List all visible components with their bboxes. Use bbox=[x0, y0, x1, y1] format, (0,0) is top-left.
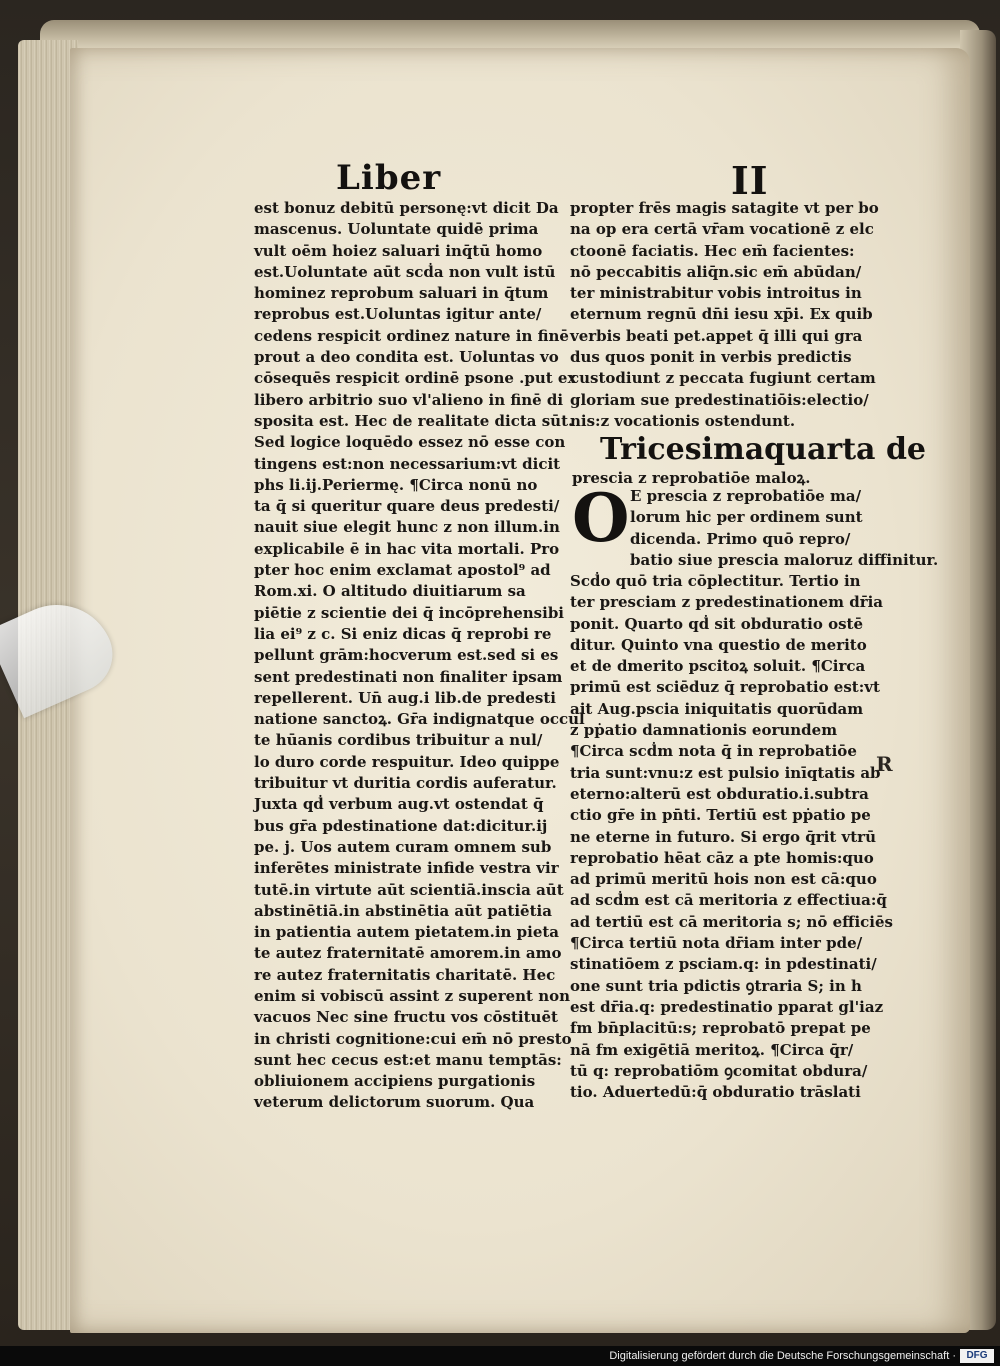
text-line: ad tertiū est cā meritoria s; nō efficiēs bbox=[570, 912, 893, 931]
text-line: lia ei⁹ z c. Si eniz dicas q̄ reprobi re bbox=[254, 624, 552, 643]
text-line: natione sanctoꝝ. Gr̄a indignatque occul bbox=[254, 710, 585, 729]
text-line: custodiunt z peccata fugiunt certam bbox=[570, 369, 876, 388]
text-line: dicenda. Primo quō repro/ bbox=[630, 529, 851, 548]
text-line: pellunt grām:hocverum est.sed si es bbox=[254, 646, 559, 665]
text-line: mascenus. Uoluntate quidē prima bbox=[254, 220, 539, 239]
text-line: ter ministrabitur vobis introitus in bbox=[570, 284, 862, 303]
dfg-logo: DFG bbox=[960, 1349, 994, 1363]
text-line: sunt hec cecus est:et manu temptās: bbox=[254, 1050, 562, 1069]
text-line: E prescia z reprobatiōe ma/ bbox=[630, 487, 862, 505]
text-line: lorum hic per ordinem sunt bbox=[630, 508, 863, 527]
text-line: z pṗatio damnationis eorundem bbox=[570, 721, 838, 740]
text-line: phs li.ij.Periermę. ¶Circa nonū no bbox=[254, 475, 538, 494]
text-line: ad scḋm est cā meritoria z effectiua:q̄ bbox=[570, 891, 887, 910]
text-line: verbis beati pet.appet q̄ illi qui gra bbox=[570, 326, 863, 345]
text-line: obliuionem accipiens purgationis bbox=[254, 1072, 536, 1091]
margin-note: R bbox=[876, 752, 893, 776]
text-line: in patientia autem pietatem.in pieta bbox=[254, 923, 560, 942]
text-line: na op era certā vr̄am vocationē z elc bbox=[570, 220, 874, 239]
text-line: ta q̄ si queritur quare deus predesti/ bbox=[254, 497, 560, 516]
text-line: ¶Circa scḋm nota q̄ in reprobatiōe bbox=[570, 742, 857, 761]
text-line: vult oēm hoiez saluari inq̄tū homo bbox=[254, 241, 543, 260]
text-line: ne eterne in futuro. Si ergo q̄rit vtrū bbox=[570, 827, 876, 846]
text-line: inferētes ministrate infide vestra vir bbox=[254, 859, 559, 878]
text-line: batio siue prescia maloruz diffinitur. bbox=[630, 550, 939, 569]
text-line: tria sunt:vnu:z est pulsio inīqtatis ab bbox=[570, 763, 881, 782]
text-line: fm bn̄placitū:s; reprobatō prepat pe bbox=[570, 1019, 871, 1038]
text-line: lo duro corde respuitur. Ideo quippe bbox=[254, 752, 560, 771]
text-line: tingens est:non necessarium:vt dicit bbox=[254, 454, 561, 473]
text-line: pter hoc enim exclamat apostol⁹ ad bbox=[254, 561, 551, 580]
text-line: abstinētiā.in abstinētia aūt patiētia bbox=[254, 901, 552, 920]
text-line: ad primū meritū hois non est cā:quo bbox=[570, 870, 877, 889]
text-line: Scḋo quō tria cōplectitur. Tertio in bbox=[570, 572, 861, 590]
text-line: re autez fraternitatis charitatē. Hec bbox=[254, 965, 556, 984]
text-line: Juxta qḋ verbum aug.vt ostendat q̄ bbox=[254, 795, 544, 814]
text-line: ponit. Quarto qḋ sit obduratio ostē bbox=[570, 614, 863, 633]
text-line: dus quos ponit in verbis predictis bbox=[570, 348, 852, 367]
text-line: libero arbitrio suo vl'alieno in finē di bbox=[254, 390, 564, 409]
text-line: gloriam sue predestinatiōis:electio/ bbox=[570, 390, 869, 409]
text-line: te autez fraternitatē amorem.in amo bbox=[254, 944, 562, 963]
text-line: repellerent. Un̄ aug.i lib.de predesti bbox=[254, 688, 557, 707]
text-line: bus gr̄a pdestinatione dat:dicitur.ij bbox=[254, 816, 548, 835]
text-line: ctoonē faciatis. Hec em̄ facientes: bbox=[570, 241, 855, 260]
text-line: propter frēs magis satagite vt per bo bbox=[570, 199, 879, 217]
text-line: prout a deo condita est. Uoluntas vo bbox=[254, 348, 559, 367]
text-line: ter presciam z predestinationem dr̄ia bbox=[570, 593, 884, 612]
right-text-column-body bbox=[570, 571, 893, 1103]
text-line: tū q: reprobatiōm ꝯcomitat obdura/ bbox=[570, 1061, 868, 1080]
text-line: tio. Aduertedū:q̄ obduratio trāslati bbox=[570, 1083, 861, 1102]
text-line: et de dmerito pscitoꝝ soluit. ¶Circa bbox=[570, 657, 866, 676]
text-line: cōsequēs respicit ordinē psone .put ex bbox=[254, 369, 577, 388]
text-line: hominez reprobum saluari in q̄tum bbox=[254, 284, 549, 303]
text-line: ¶Circa tertiū nota dr̄iam inter pde/ bbox=[570, 934, 863, 953]
text-line: explicabile ē in hac vita mortali. Pro bbox=[254, 539, 560, 558]
text-line: nā fm exigētiā meritoꝝ. ¶Circa q̄r/ bbox=[570, 1040, 854, 1059]
text-line: stinatiōem z psciam.q: in pdestinati/ bbox=[570, 955, 877, 974]
running-head-right: II bbox=[731, 158, 769, 203]
text-line: nō peccabitis aliq̄n.sic em̄ abūdan/ bbox=[570, 262, 862, 281]
text-line: est dr̄ia.q: predestinatio pparat gl'iaz bbox=[570, 997, 884, 1016]
text-line: reprobus est.Uoluntas igitur ante/ bbox=[254, 305, 542, 324]
text-line: vacuos Nec sine fructu vos cōstituēt bbox=[254, 1008, 558, 1027]
text-line: veterum delictorum suorum. Qua bbox=[254, 1093, 535, 1112]
text-line: eternum regnū dn̄i iesu xp̄i. Ex quib bbox=[570, 305, 873, 324]
right-text-column-top bbox=[570, 198, 879, 432]
text-line: sent predestinati non finaliter ipsam bbox=[254, 667, 563, 686]
text-line: cedens respicit ordinez nature in finē bbox=[254, 326, 569, 345]
running-head-left: Liber bbox=[336, 158, 442, 198]
chapter-title: Tricesimaquarta de bbox=[600, 432, 927, 467]
text-line: Rom.xi. O altitudo diuitiarum sa bbox=[254, 582, 526, 601]
chapter-subtitle: prescia z reprobatiōe maloꝝ. bbox=[572, 469, 811, 487]
text-line: est bonuz debitū personę:vt dicit Da bbox=[254, 199, 559, 217]
right-text-initial-lines bbox=[630, 486, 938, 571]
footer-credit: Digitalisierung gefördert durch die Deutsche Forschungsgemeinschaft · bbox=[609, 1350, 956, 1362]
text-line: Sed logice loquēdo essez nō esse con bbox=[254, 433, 566, 452]
text-line: nis:z vocationis ostendunt. bbox=[570, 411, 796, 430]
drop-initial: O bbox=[572, 479, 630, 557]
text-line: enim si vobiscū assint z superent non bbox=[254, 986, 571, 1005]
left-text-column bbox=[254, 198, 585, 1114]
text-line: nauit siue elegit hunc z non illum.in bbox=[254, 518, 560, 537]
text-line: pe. j. Uos autem curam omnem sub bbox=[254, 837, 552, 856]
text-line: primū est sciēduz q̄ reprobatio est:vt bbox=[570, 678, 880, 697]
text-line: tribuitur vt duritia cordis auferatur. bbox=[254, 774, 557, 793]
text-line: sposita est. Hec de realitate dicta sūt. bbox=[254, 411, 574, 430]
text-line: est.Uoluntate aūt scḋa non vult istū bbox=[254, 262, 556, 281]
text-line: reprobatio hēat cāz a pte homis:quo bbox=[570, 848, 874, 867]
text-line: te hūanis cordibus tribuitur a nul/ bbox=[254, 731, 543, 750]
text-line: in christi cognitione:cui em̄ nō presto bbox=[254, 1029, 572, 1048]
text-line: piētie z scientie dei q̄ incōprehensibi bbox=[254, 603, 565, 622]
text-line: eterno:alterū est obduratio.i.subtra bbox=[570, 784, 869, 803]
text-line: ait Aug.pscia iniquitatis quorūdam bbox=[570, 699, 864, 718]
text-line: ctio gr̄e in pn̄ti. Tertiū est pṗatio pe bbox=[570, 806, 871, 825]
text-line: ditur. Quinto vna questio de merito bbox=[570, 635, 867, 654]
text-line: tutē.in virtute aūt scientiā.inscia aūt bbox=[254, 880, 564, 899]
text-line: one sunt tria pdictis ꝯtraria S; in h bbox=[570, 976, 862, 995]
